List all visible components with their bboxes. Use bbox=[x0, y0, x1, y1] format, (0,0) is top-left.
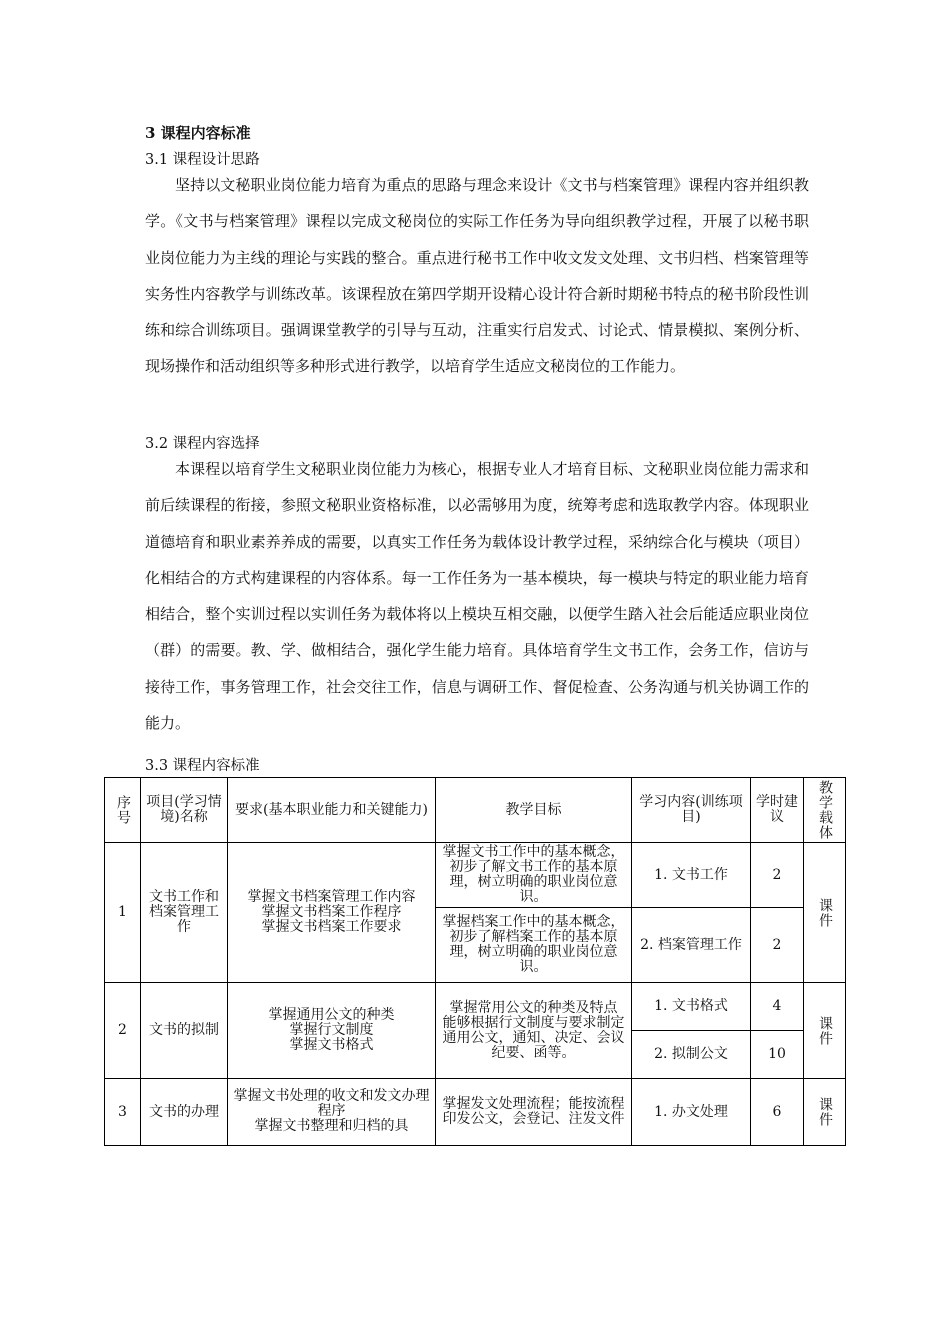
row-content: 1. 文书工作 bbox=[632, 843, 751, 908]
row-no: 2 bbox=[105, 983, 141, 1079]
header-project: 项目(学习情境)名称 bbox=[141, 778, 228, 843]
row-hours: 2 bbox=[751, 908, 804, 983]
row-content: 1. 办文处理 bbox=[632, 1079, 751, 1146]
table-row bbox=[105, 1079, 846, 1146]
row-project: 文书的办理 bbox=[141, 1079, 228, 1146]
row-hours: 2 bbox=[751, 843, 804, 908]
row-goal: 掌握文书工作中的基本概念，初步了解文书工作的基本原理，树立明确的职业岗位意识。 bbox=[436, 843, 632, 908]
header-requirement: 要求(基本职业能力和关键能力) bbox=[228, 778, 436, 843]
row-hours: 6 bbox=[751, 1079, 804, 1146]
row-carrier: 课件 bbox=[804, 1079, 846, 1146]
row-content: 1. 文书格式 bbox=[632, 983, 751, 1031]
row-project: 文书的拟制 bbox=[141, 983, 228, 1079]
row-content: 2. 拟制公文 bbox=[632, 1031, 751, 1079]
row-carrier: 课件 bbox=[804, 843, 846, 983]
paragraph-selection: 本课程以培育学生文秘职业岗位能力为核心，根据专业人才培育目标、文秘职业岗位能力需求和前后续课程的衔接，参照文秘职业资格标准，以必需够用为度，统筹考虑和选取教学内容。体现职业道德培育和职业素养养成的需要，以真实工作任务为载体设计教学过程，采纳综合化与模块（项目）化相结合的方式构建课程的内容体系。每一工作任务为一基本模块，每一模块与特定的职业能力培育相结合，整个实训过程以实训任务为载体将以上模块互相交融，以便学生踏入社会后能适应职业岗位（群）的需要。教、学、做相结合，强化学生能力培育。具体培育学生文书工作，会务工作，信访与接待工作，事务管理工作，社会交往工作，信息与调研工作、督促检查、公务沟通与机关协调工作的能力。 bbox=[145, 460, 809, 733]
paragraph-design: 坚持以文秘职业岗位能力培育为重点的思路与理念来设计《文书与档案管理》课程内容并组织教学。《文书与档案管理》课程以完成文秘岗位的实际工作任务为导向组织教学过程，开展了以秘书职业岗位能力为主线的理论与实践的整合。重点进行秘书工作中收文发文处理、文书归档、档案管理等实务性内容教学与训练改革。该课程放在第四学期开设精心设计符合新时期秘书特点的秘书阶段性训练和综合训练项目。强调课堂教学的引导与互动，注重实行启发式、讨论式、情景模拟、案例分析、现场操作和活动组织等多种形式进行教学，以培育学生适应文秘岗位的工作能力。 bbox=[145, 176, 809, 376]
row-carrier: 课件 bbox=[804, 983, 846, 1079]
header-carrier: 教学载体 bbox=[804, 778, 846, 843]
header-no: 序号 bbox=[105, 778, 141, 843]
table-row bbox=[105, 983, 846, 1031]
table-header-row bbox=[105, 778, 846, 843]
row-goal: 掌握档案工作中的基本概念，初步了解档案工作的基本原理，树立明确的职业岗位意识。 bbox=[436, 908, 632, 983]
row-requirement: 掌握文书处理的收文和发文办理程序 掌握文书整理和归档的具 bbox=[228, 1079, 436, 1146]
section-heading: 3 课程内容标准 bbox=[145, 124, 251, 142]
header-goal: 教学目标 bbox=[436, 778, 632, 843]
table-row bbox=[105, 843, 846, 908]
row-content: 2. 档案管理工作 bbox=[632, 908, 751, 983]
row-hours: 10 bbox=[751, 1031, 804, 1079]
row-goal: 掌握发文处理流程；能按流程印发公文，会登记、注发文件 bbox=[436, 1079, 632, 1146]
subsection-title-standard: 3.3 课程内容标准 bbox=[145, 758, 260, 774]
row-project: 文书工作和档案管理工作 bbox=[141, 843, 228, 983]
header-hours: 学时建议 bbox=[751, 778, 804, 843]
subsection-title-design: 3.1 课程设计思路 bbox=[145, 152, 260, 168]
header-content: 学习内容(训练项目) bbox=[632, 778, 751, 843]
subsection-title-selection: 3.2 课程内容选择 bbox=[145, 436, 260, 452]
row-requirement: 掌握通用公文的种类 掌握行文制度 掌握文书格式 bbox=[228, 983, 436, 1079]
row-no: 1 bbox=[105, 843, 141, 983]
row-requirement: 掌握文书档案管理工作内容 掌握文书档案工作程序 掌握文书档案工作要求 bbox=[228, 843, 436, 983]
row-hours: 4 bbox=[751, 983, 804, 1031]
course-content-table bbox=[104, 777, 846, 1146]
row-no: 3 bbox=[105, 1079, 141, 1146]
row-goal: 掌握常用公文的种类及特点 能够根据行文制度与要求制定通用公文，通知、决定、会议纪要、函等。 bbox=[436, 983, 632, 1079]
